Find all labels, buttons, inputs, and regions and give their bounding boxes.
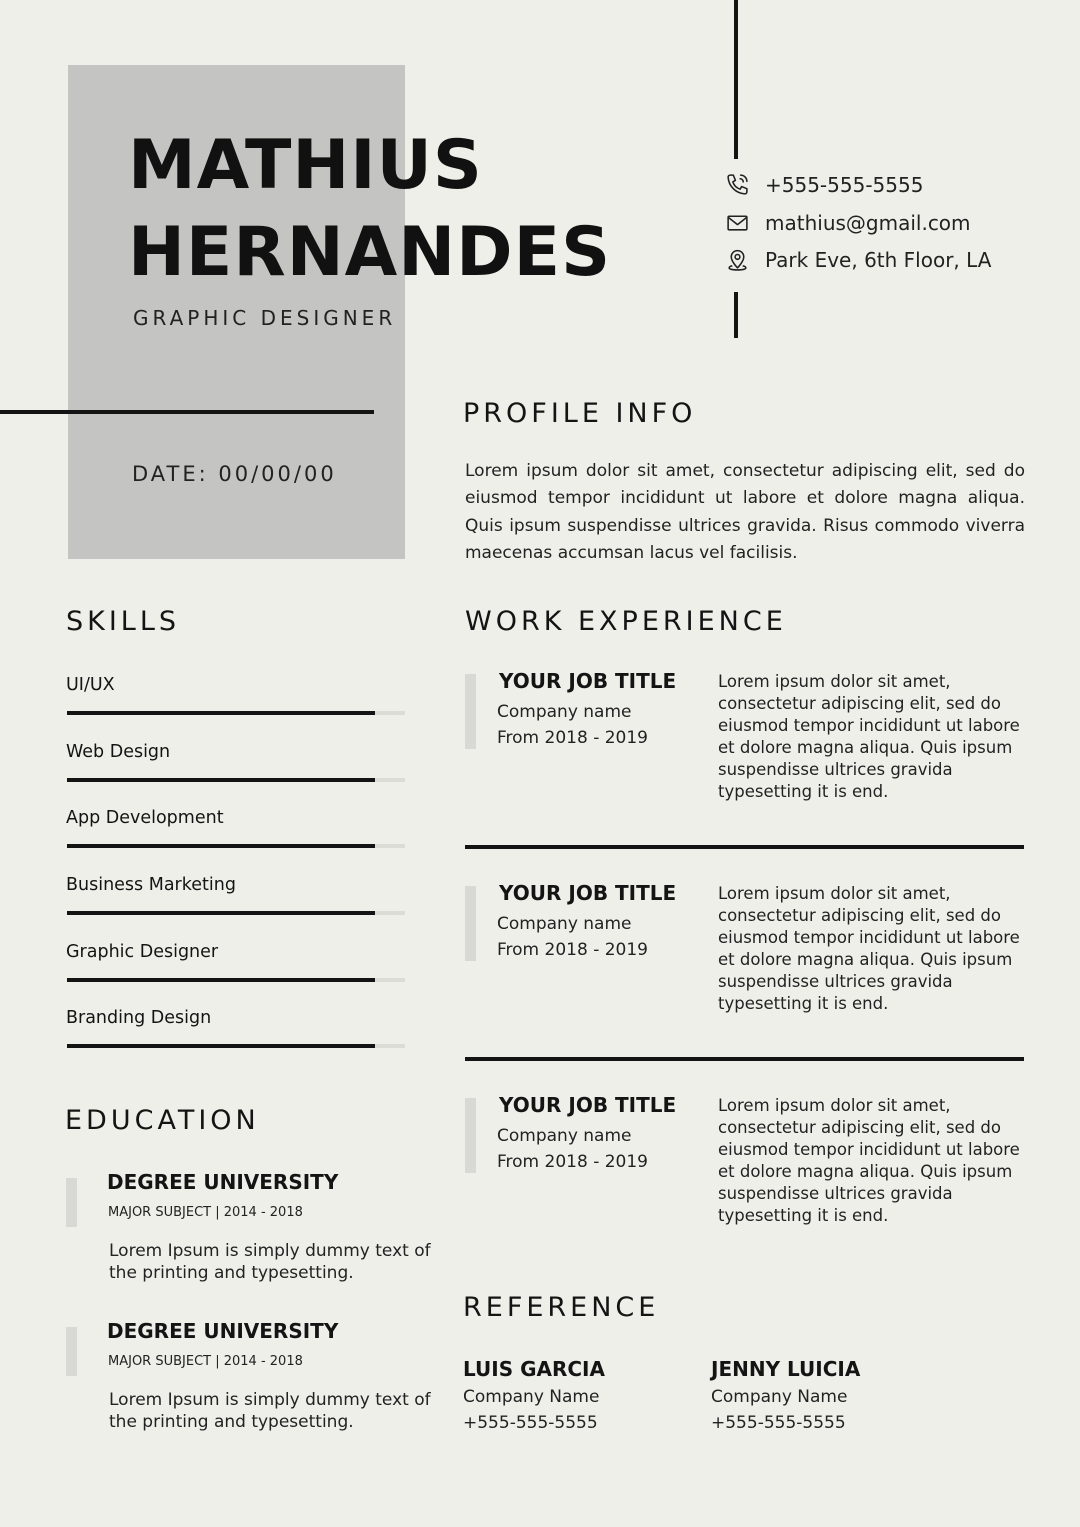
- contact-address: [725, 247, 991, 272]
- skill-bar-track: [67, 911, 405, 915]
- job-description: Lorem ipsum dolor sit amet, consectetur adipiscing elit, sed do eiusmod tempor incididunt ut labore et dolore magna aliqua. Quis ipsum suspendisse ultrices gravida typesetting it is end.: [718, 884, 1020, 1013]
- skill-item: [66, 1002, 406, 1069]
- skill-label: UI/UX: [66, 675, 115, 695]
- location-pin-icon: [725, 247, 750, 272]
- education-degree: DEGREE UNIVERSITY: [107, 1319, 339, 1343]
- job-company: Company name: [497, 702, 632, 722]
- skill-bar-track: [67, 1044, 405, 1048]
- reference-company: Company Name: [463, 1387, 600, 1407]
- job-entry: [465, 881, 1030, 1041]
- contact-phone: [725, 172, 923, 197]
- contact-vertical-line-bottom: [734, 292, 738, 338]
- skill-bar-fill: [67, 978, 375, 982]
- skill-label: Branding Design: [66, 1008, 212, 1029]
- job-company: Company name: [497, 1126, 632, 1146]
- reference-phone: +555-555-5555: [463, 1413, 598, 1433]
- reference-item: [463, 1357, 703, 1433]
- header-divider-line: [0, 410, 374, 414]
- skill-item: [66, 869, 406, 936]
- profile-text: Lorem ipsum dolor sit amet, consectetur adipiscing elit, sed do eiusmod tempor incididunt ut labore et dolore magna aliqua. Quis ipsum suspendisse ultrices gravida. Risus commodo viverra maecenas accumsan lacus vel facilisis.: [465, 461, 1025, 563]
- job-accent-bar: [465, 886, 476, 961]
- skill-bar-fill: [67, 778, 375, 782]
- skill-bar-fill: [67, 844, 375, 848]
- job-description: Lorem ipsum dolor sit amet, consectetur adipiscing elit, sed do eiusmod tempor incididunt ut labore et dolore magna aliqua. Quis ipsum suspendisse ultrices gravida typesetting it is end.: [718, 672, 1020, 801]
- education-accent-bar: [66, 1178, 77, 1227]
- phone-icon: [725, 172, 750, 197]
- job-years: From 2018 - 2019: [497, 1152, 648, 1172]
- candidate-name: [128, 122, 611, 296]
- reference-phone: +555-555-5555: [711, 1413, 846, 1433]
- skill-item: [66, 669, 406, 736]
- skill-bar-fill: [67, 711, 375, 715]
- job-title: YOUR JOB TITLE: [499, 669, 677, 693]
- job-entry: [465, 669, 1030, 829]
- reference-company: Company Name: [711, 1387, 848, 1407]
- education-degree: DEGREE UNIVERSITY: [107, 1170, 339, 1194]
- education-description: Lorem Ipsum is simply dummy text of the printing and typesetting.: [109, 1241, 431, 1283]
- first-name: MATHIUS: [128, 126, 483, 205]
- job-years: From 2018 - 2019: [497, 728, 648, 748]
- mail-icon: [725, 210, 750, 235]
- skills-title: SKILLS: [66, 606, 181, 637]
- skill-label: Graphic Designer: [66, 941, 219, 962]
- skill-item: [66, 936, 406, 1003]
- skill-item: [66, 802, 406, 869]
- education-subject: MAJOR SUBJECT | 2014 - 2018: [108, 1354, 303, 1369]
- skill-bar-fill: [67, 911, 375, 915]
- last-name: HERNANDES: [128, 213, 612, 292]
- job-divider: [465, 1057, 1024, 1061]
- education-subject: MAJOR SUBJECT | 2014 - 2018: [108, 1205, 303, 1220]
- job-accent-bar: [465, 674, 476, 749]
- job-title: YOUR JOB TITLE: [499, 881, 677, 905]
- reference-title: REFERENCE: [463, 1292, 660, 1323]
- email-text: mathius@gmail.com: [765, 210, 971, 235]
- reference-name: LUIS GARCIA: [463, 1357, 605, 1381]
- education-title: EDUCATION: [65, 1105, 260, 1136]
- skill-bar-track: [67, 844, 405, 848]
- job-title: YOUR JOB TITLE: [499, 1093, 677, 1117]
- education-description: Lorem Ipsum is simply dummy text of the printing and typesetting.: [109, 1390, 431, 1432]
- skill-item: [66, 736, 406, 803]
- address-text: Park Eve, 6th Floor, LA: [765, 247, 992, 272]
- skills-list: [66, 669, 406, 1069]
- skill-bar-track: [67, 978, 405, 982]
- contact-vertical-line-top: [734, 0, 738, 159]
- profile-title: PROFILE INFO: [463, 398, 697, 429]
- job-accent-bar: [465, 1098, 476, 1173]
- job-company: Company name: [497, 914, 632, 934]
- job-description: Lorem ipsum dolor sit amet, consectetur adipiscing elit, sed do eiusmod tempor incididunt ut labore et dolore magna aliqua. Quis ipsum suspendisse ultrices gravida typesetting it is end.: [718, 1096, 1020, 1225]
- reference-name: JENNY LUICIA: [711, 1357, 861, 1381]
- job-entry: [465, 1093, 1030, 1253]
- job-divider: [465, 845, 1024, 849]
- work-experience-title: WORK EXPERIENCE: [465, 606, 787, 637]
- skill-bar-fill: [67, 1044, 375, 1048]
- skill-label: Web Design: [66, 741, 171, 762]
- skill-label: Business Marketing: [66, 875, 236, 896]
- reference-item: [711, 1357, 951, 1433]
- job-years: From 2018 - 2019: [497, 940, 648, 960]
- skill-bar-track: [67, 778, 405, 782]
- resume-date: DATE: 00/00/00: [132, 462, 337, 486]
- skill-label: App Development: [66, 808, 224, 829]
- job-role: GRAPHIC DESIGNER: [133, 306, 397, 330]
- skill-bar-track: [67, 711, 405, 715]
- contact-email: [725, 210, 971, 235]
- phone-text: +555-555-5555: [765, 172, 924, 197]
- education-accent-bar: [66, 1327, 77, 1376]
